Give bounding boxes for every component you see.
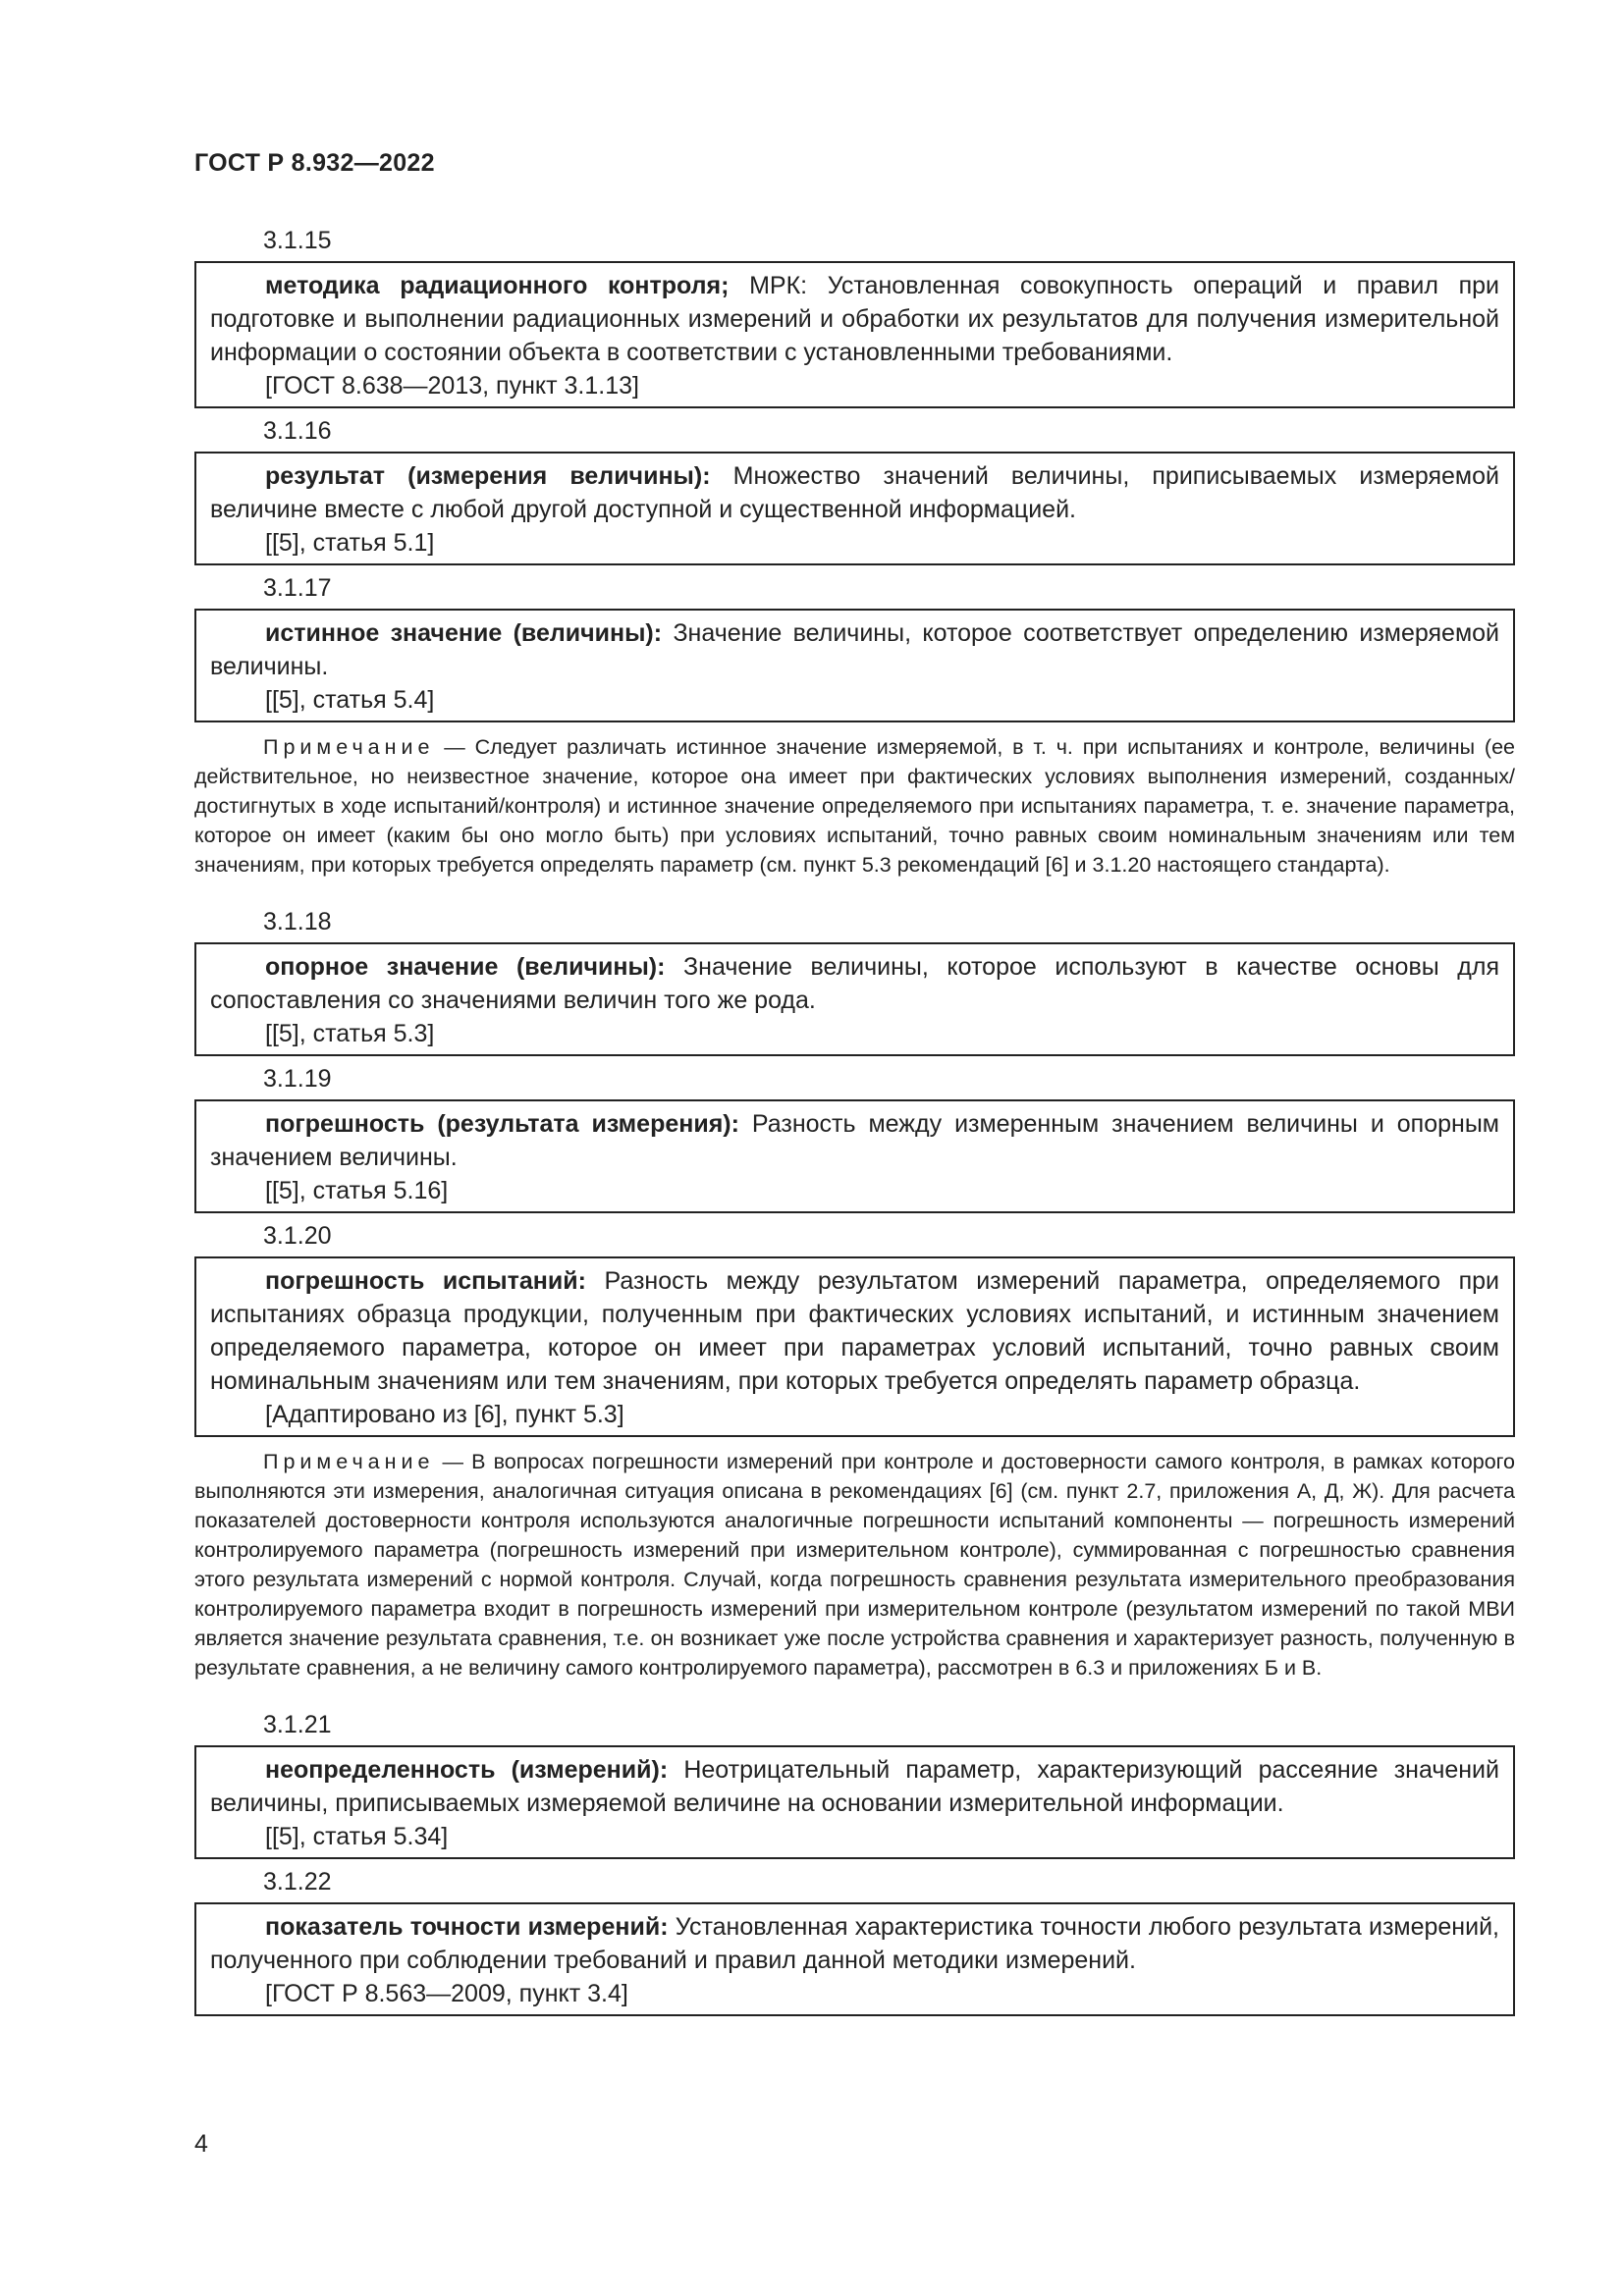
term-source: [[5], статья 5.3] (265, 1020, 435, 1047)
term-source: [[5], статья 5.34] (265, 1823, 449, 1850)
note-text: — Следует различать истинное значение измеряемой, в т. ч. при испытаниях и контроле, величины (ее действительное, но неизвестное значение, которое она имеет при фактических условиях выполнения измерений, созданных/достигнутых в ходе испытаний/контроля) и истинное значение определяемого при испытаниях параметра, т. е. значение параметра, которое он имеет (каким бы оно могло быть) при условиях испытаний, точно равных своим номинальным значениям или тем значениям, при которых требуется определять параметр (см. пункт 5.3 рекомендаций [6] и 3.1.20 настоящего стандарта). (194, 735, 1515, 877)
term-number: 3.1.21 (263, 1711, 332, 1738)
note-label: Примечание (263, 1450, 435, 1473)
term-definition (210, 950, 1499, 1017)
term-source: [ГОСТ Р 8.563—2009, пункт 3.4] (265, 1980, 628, 2007)
term-box (194, 261, 1515, 408)
term-title: истинное значение (величины): (265, 619, 663, 647)
term-definition-text: Неотрицательный параметр, характеризующий рассеяние значений величины, приписываемых измеряемой величине на основании измерительной информации. (210, 1756, 1499, 1817)
term-source: [[5], статья 5.16] (265, 1177, 449, 1204)
term-box (194, 1256, 1515, 1437)
term-title: результат (измерения величины): (265, 462, 711, 490)
term-box (194, 609, 1515, 722)
term-source: [ГОСТ 8.638—2013, пункт 3.1.13] (265, 372, 639, 400)
term-definition-text: Значение величины, которое используют в качестве основы для сопоставления со значениями величин того же рода. (210, 953, 1499, 1014)
term-number: 3.1.17 (263, 574, 332, 602)
note-text: — В вопросах погрешности измерений при контроле и достоверности самого контроля, в рамках которого выполняются эти измерения, аналогичная ситуация описана в рекомендациях [6] (см. пункт 2.7, приложения А, Д, Ж). Для расчета показателей достоверности контроля используются аналогичные погрешности испытаний компоненты — погрешность измерений контролируемого параметра (погрешность измерений при измерительном контроле), суммированная с погрешностью сравнения этого результата измерений с нормой контроля. Случай, когда погрешность сравнения результата измерительного преобразования контролируемого параметра входит в погрешность измерений при измерительном контроле (результатом измерений по такой МВИ является значение результата сравнения, т.е. он возникает уже после устройства сравнения и характеризует разность, полученную в результате сравнения, а не величину самого контролируемого параметра), рассмотрен в 6.3 и приложениях Б и В. (194, 1450, 1515, 1680)
term-definition-text: Значение величины, которое соответствует определению измеряемой величины. (210, 619, 1499, 680)
term-number: 3.1.16 (263, 417, 332, 445)
term-title: опорное значение (величины): (265, 953, 666, 981)
term-number: 3.1.15 (263, 227, 332, 254)
term-box (194, 452, 1515, 565)
note-paragraph (194, 732, 1515, 880)
term-box (194, 1099, 1515, 1213)
term-box (194, 1902, 1515, 2016)
term-title: погрешность (результата измерения): (265, 1110, 739, 1138)
page-number: 4 (194, 2130, 208, 2158)
term-source: [[5], статья 5.1] (265, 529, 435, 557)
term-title: погрешность испытаний: (265, 1267, 586, 1295)
term-definition-text: Множество значений величины, приписываемых измеряемой величине вместе с любой другой доступной и существенной информацией. (210, 462, 1499, 523)
term-title: показатель точности измерений: (265, 1913, 669, 1941)
term-title: неопределенность (измерений): (265, 1756, 669, 1784)
term-definition (210, 1753, 1499, 1820)
note-paragraph (194, 1447, 1515, 1682)
term-definition (210, 616, 1499, 683)
term-definition-text: МРК: Установленная совокупность операций и правил при подготовке и выполнении радиационных измерений и обработки их результатов для получения измерительной информации о состоянии объекта в соответствии с установленными требованиями. (210, 272, 1499, 366)
note-label: Примечание (263, 735, 435, 759)
term-definition (210, 1910, 1499, 1977)
term-definition-text: Разность между измеренным значением величины и опорным значением величины. (210, 1110, 1499, 1171)
term-source: [[5], статья 5.4] (265, 686, 435, 714)
document-header: ГОСТ Р 8.932—2022 (194, 149, 435, 177)
term-number: 3.1.22 (263, 1868, 332, 1896)
term-box (194, 942, 1515, 1056)
term-number: 3.1.18 (263, 908, 332, 935)
term-number: 3.1.19 (263, 1065, 332, 1093)
document-body (194, 224, 1515, 2022)
term-definition (210, 459, 1499, 526)
term-source: [Адаптировано из [6], пункт 5.3] (265, 1401, 624, 1428)
term-definition-text: Установленная характеристика точности любого результата измерений, полученного при соблюдении требований и правил данной методики измерений. (210, 1913, 1499, 1974)
term-definition (210, 1264, 1499, 1398)
term-number: 3.1.20 (263, 1222, 332, 1250)
term-title: методика радиационного контроля; (265, 272, 730, 299)
term-definition (210, 269, 1499, 369)
term-definition-text: Разность между результатом измерений параметра, определяемого при испытаниях образца продукции, полученным при фактических условиях испытаний, и истинным значением определяемого параметра, которое он имеет при параметрах условий испытаний, точно равных своим номинальным значениям или тем значениям, при которых требуется определять параметр образца. (210, 1267, 1499, 1395)
term-box (194, 1745, 1515, 1859)
term-definition (210, 1107, 1499, 1174)
